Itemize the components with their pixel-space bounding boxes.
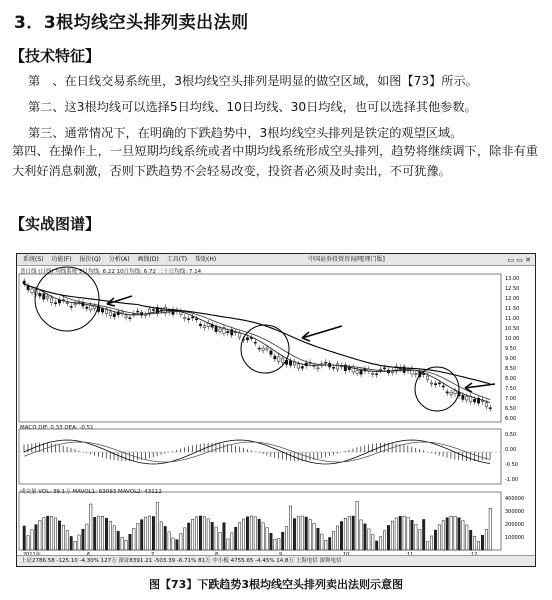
- candle-body: [450, 392, 452, 395]
- volume-bar: [442, 521, 444, 550]
- candle-body: [254, 342, 256, 343]
- moving-average-line: [24, 284, 490, 384]
- volume-bar: [35, 525, 37, 550]
- candle-body: [113, 314, 115, 317]
- price-tick-label: 9.50: [505, 346, 517, 352]
- candle-body: [473, 399, 475, 402]
- volume-bar: [419, 530, 421, 550]
- candle-body: [184, 317, 186, 318]
- volume-bar: [101, 516, 103, 550]
- volume-bar: [82, 529, 84, 550]
- volume-bar: [258, 519, 260, 550]
- candle-body: [238, 333, 240, 337]
- candle-body: [152, 309, 154, 310]
- volume-axis: [505, 496, 524, 541]
- volume-bar: [489, 508, 491, 550]
- candle-body: [317, 368, 319, 369]
- volume-bar: [219, 533, 221, 550]
- volume-bar: [184, 528, 186, 550]
- volume-bar: [309, 520, 311, 550]
- volume-bar: [376, 541, 378, 550]
- volume-bar: [305, 517, 307, 550]
- volume-bar: [129, 534, 131, 550]
- volume-bar: [109, 521, 111, 550]
- volume-bar: [168, 532, 170, 550]
- macd-lines: [19, 440, 501, 464]
- volume-bar: [485, 529, 487, 550]
- volume-bar: [211, 522, 213, 550]
- menu-item[interactable]: 系统(S): [23, 256, 44, 263]
- price-tick-label: 6.50: [505, 406, 517, 412]
- candle-body: [376, 374, 378, 375]
- candle-body: [70, 306, 72, 307]
- volume-bar: [329, 537, 331, 550]
- volume-bar: [458, 518, 460, 550]
- candle-body: [199, 324, 201, 326]
- candle-body: [266, 348, 268, 350]
- candle-body: [246, 338, 248, 340]
- macd-panel-frame: [19, 429, 501, 484]
- volume-bar: [74, 541, 76, 550]
- volume-bar: [148, 516, 150, 550]
- volume-bar: [411, 520, 413, 550]
- candle-body: [426, 376, 428, 379]
- volume-bars: [23, 501, 491, 550]
- volume-bar: [27, 536, 29, 550]
- candle-body: [301, 366, 303, 368]
- candle-body: [129, 318, 131, 319]
- volume-bar: [125, 540, 127, 550]
- section-heading-chart: 【实战图谱】: [10, 215, 101, 233]
- volume-bar: [293, 519, 295, 550]
- candle-body: [332, 367, 334, 368]
- macd-tick-label: 0.00: [505, 447, 517, 453]
- volume-bar: [191, 519, 193, 550]
- volume-bar: [160, 522, 162, 550]
- price-panel-label: 普日线 (日线) 均线系统 5日均线: 6.22 10日均线: 6.72 三十日均线: 7.14: [20, 269, 202, 275]
- volume-bar: [137, 524, 139, 550]
- volume-bar: [78, 535, 80, 550]
- volume-bar: [403, 516, 405, 550]
- volume-bar: [344, 518, 346, 550]
- candle-body: [434, 384, 436, 385]
- volume-bar: [203, 517, 205, 550]
- volume-bar: [438, 525, 440, 550]
- volume-bar: [262, 523, 264, 550]
- volume-bar: [387, 525, 389, 550]
- candle-body: [39, 293, 41, 296]
- candle-body: [270, 351, 272, 355]
- menu-item[interactable]: 画线(D): [137, 256, 159, 263]
- volume-bar: [356, 501, 358, 550]
- candle-body: [446, 392, 448, 393]
- candle-body: [348, 367, 350, 369]
- candle-body: [47, 296, 49, 298]
- moving-averages: [24, 284, 490, 403]
- macd-tick-label: -1.00: [505, 477, 518, 483]
- status-bar: [17, 555, 535, 566]
- volume-bar: [450, 516, 452, 550]
- candle-body: [372, 373, 374, 374]
- candle-body: [54, 303, 56, 304]
- volume-bar: [285, 527, 287, 550]
- volume-bar: [86, 524, 88, 550]
- macd-tick-label: 0.50: [505, 432, 517, 438]
- price-tick-label: 9.00: [505, 356, 517, 362]
- volume-bar: [97, 516, 99, 550]
- volume-bar: [176, 540, 178, 550]
- volume-bar: [332, 531, 334, 550]
- volume-bar: [152, 516, 154, 550]
- candle-body: [423, 374, 425, 375]
- volume-bar: [195, 517, 197, 550]
- volume-bar: [434, 530, 436, 550]
- price-tick-label: 6.00: [505, 416, 517, 422]
- volume-bar: [227, 539, 229, 550]
- candle-body: [415, 373, 417, 374]
- volume-bar: [352, 516, 354, 550]
- window-controls[interactable]: ▭ ▭ ✕: [507, 256, 531, 264]
- volume-bar: [368, 529, 370, 550]
- volume-bar: [242, 519, 244, 550]
- volume-bar: [94, 517, 96, 550]
- window-title: 中国证券投资咨询网[理门版]: [308, 256, 385, 263]
- volume-bar: [274, 539, 276, 550]
- figure-caption: 图【73】下跌趋势3根均线空头排列卖出法则示意图: [149, 578, 403, 591]
- volume-bar: [188, 523, 190, 550]
- macd-panel-label: MACD DIF: 0.33 DEA: -0.51: [20, 425, 94, 431]
- volume-bar: [395, 518, 397, 550]
- volume-bar: [415, 524, 417, 550]
- volume-bar: [58, 521, 60, 550]
- volume-bar: [446, 518, 448, 550]
- price-tick-label: 7.50: [505, 386, 517, 392]
- volume-bar: [50, 516, 52, 550]
- candle-body: [313, 366, 315, 367]
- candle-body: [442, 386, 444, 387]
- price-tick-label: 8.00: [505, 376, 517, 382]
- candle-body: [466, 396, 468, 400]
- volume-bar: [90, 504, 92, 550]
- price-tick-label: 7.00: [505, 396, 517, 402]
- volume-tick-label: 300000: [505, 509, 525, 515]
- candle-body: [379, 369, 381, 370]
- volume-bar: [348, 516, 350, 550]
- candle-body: [282, 358, 284, 362]
- price-tick-label: 13.00: [505, 276, 520, 282]
- volume-bar: [70, 536, 72, 550]
- menu-item[interactable]: 工具(T): [166, 256, 188, 263]
- candle-body: [289, 361, 291, 366]
- volume-bar: [62, 525, 64, 550]
- volume-bar: [235, 527, 237, 550]
- candle-body: [325, 362, 327, 363]
- candle-body: [454, 391, 456, 394]
- candle-body: [262, 348, 264, 350]
- annotations: [35, 267, 495, 411]
- volume-bar: [426, 542, 428, 550]
- candle-body: [27, 286, 29, 290]
- macd-axis: [505, 432, 518, 483]
- volume-bar: [231, 533, 233, 550]
- candle-body: [137, 311, 139, 312]
- volume-bar: [238, 522, 240, 550]
- candle-body: [278, 357, 280, 361]
- volume-tick-label: 100000: [505, 535, 525, 541]
- candlestick-chart: [17, 254, 535, 566]
- candle-body: [274, 356, 276, 359]
- menu-item[interactable]: 功能(F): [51, 256, 72, 263]
- candle-body: [109, 312, 111, 316]
- volume-bar: [121, 537, 123, 550]
- volume-bar: [301, 516, 303, 550]
- candle-body: [356, 371, 358, 374]
- candle-body: [258, 348, 260, 349]
- candle-body: [31, 289, 33, 292]
- candle-body: [215, 327, 217, 332]
- candle-body: [74, 303, 76, 304]
- price-tick-label: 8.50: [505, 366, 517, 372]
- candle-body: [86, 307, 88, 309]
- candle-body: [101, 309, 103, 313]
- candle-body: [360, 370, 362, 374]
- volume-bar: [172, 538, 174, 550]
- candle-body: [485, 403, 487, 407]
- candle-body: [144, 314, 146, 315]
- volume-bar: [23, 526, 25, 550]
- candle-body: [297, 364, 299, 368]
- paragraph-2: 第二、这3根均线可以选择5日均线、10日均线、30日均线，也可以选择其他参数。: [28, 100, 477, 114]
- volume-bar: [481, 535, 483, 550]
- volume-bar: [215, 527, 217, 550]
- candle-body: [50, 298, 52, 303]
- candle-body: [191, 317, 193, 318]
- volume-bar: [164, 526, 166, 550]
- price-tick-label: 10.00: [505, 336, 520, 342]
- volume-bar: [372, 535, 374, 550]
- candle-body: [58, 300, 60, 303]
- volume-bar: [317, 528, 319, 550]
- candle-body: [125, 316, 127, 318]
- volume-bar: [117, 531, 119, 550]
- paragraph-4: 第四、在操作上，一旦短期均线系统或者中期均线系统形成空头排列，趋势将继续调下，除非有重大利好消息刺激，否则下跌趋势不会轻易改变，投资者必须及时卖出，不可犹豫。: [12, 144, 538, 178]
- price-tick-label: 12.50: [505, 286, 520, 292]
- volume-bar: [391, 521, 393, 550]
- volume-bar: [250, 516, 252, 550]
- volume-bar: [313, 523, 315, 550]
- volume-bar: [454, 516, 456, 550]
- candle-body: [430, 383, 432, 384]
- price-tick-label: 11.00: [505, 316, 520, 322]
- candle-body: [66, 302, 68, 303]
- volume-bar: [54, 518, 56, 550]
- moving-average-line: [24, 284, 490, 403]
- section-heading-features: 【技术特征】: [10, 47, 101, 65]
- macd-tick-label: -0.50: [505, 462, 518, 468]
- volume-bar: [141, 520, 143, 550]
- price-axis: [505, 276, 519, 422]
- volume-bar: [254, 517, 256, 550]
- volume-bar: [364, 524, 366, 550]
- volume-bar: [383, 531, 385, 550]
- menu-item[interactable]: 报价(Q): [79, 256, 101, 263]
- paragraph-3: 第三、通常情况下，在明确的下跌趋势中，3根均线空头排列是铁定的观望区域。: [28, 126, 463, 140]
- candles: [23, 278, 491, 412]
- volume-bar: [113, 526, 115, 550]
- volume-bar: [223, 523, 225, 550]
- volume-bar: [282, 532, 284, 550]
- volume-bar: [321, 534, 323, 550]
- volume-bar: [340, 522, 342, 550]
- volume-panel-label: 成交量 VOL: 39.1万 MAVOL1: 63093 MAVOL2: 43112: [20, 489, 162, 495]
- page-title: 3．3根均线空头排列卖出法则: [14, 13, 249, 33]
- volume-bar: [297, 517, 299, 550]
- volume-bar: [66, 530, 68, 550]
- volume-bar: [470, 530, 472, 550]
- candle-body: [188, 319, 190, 320]
- volume-bar: [407, 517, 409, 550]
- volume-bar: [47, 516, 49, 550]
- status-text: 上证2786.58 -125.10 -4.30% 127万 深证8391.21 -503.39 -6.71% 81万 中小板 4755.65 -4.45% 14.8万 上海电信 深圳电信: [21, 558, 342, 564]
- volume-bar: [289, 506, 291, 550]
- volume-bar: [278, 538, 280, 550]
- volume-bar: [325, 540, 327, 550]
- volume-bar: [379, 537, 381, 550]
- volume-bar: [477, 542, 479, 550]
- price-tick-label: 12.00: [505, 296, 520, 302]
- volume-bar: [207, 519, 209, 550]
- volume-bar: [105, 518, 107, 550]
- candle-body: [43, 294, 45, 299]
- price-tick-label: 11.50: [505, 306, 520, 312]
- candle-body: [462, 395, 464, 399]
- volume-bar: [423, 519, 425, 550]
- volume-bar: [270, 533, 272, 550]
- stock-chart-screenshot: [16, 253, 536, 567]
- volume-bar: [336, 526, 338, 550]
- menu-item[interactable]: 分析(A): [108, 256, 130, 263]
- volume-bar: [360, 520, 362, 550]
- candle-body: [227, 331, 229, 332]
- volume-tick-label: 200000: [505, 522, 525, 528]
- volume-bar: [473, 536, 475, 550]
- volume-bar: [39, 520, 41, 550]
- moving-average-line: [24, 284, 490, 400]
- volume-bar: [246, 517, 248, 550]
- volume-bar: [180, 534, 182, 550]
- volume-bar: [430, 536, 432, 550]
- candle-body: [489, 408, 491, 409]
- candle-body: [195, 319, 197, 320]
- price-tick-label: 10.50: [505, 326, 520, 332]
- volume-tick-label: 400000: [505, 496, 525, 502]
- candle-body: [438, 383, 440, 384]
- volume-bar: [43, 518, 45, 550]
- candle-body: [336, 364, 338, 369]
- volume-bar: [31, 530, 33, 550]
- volume-bar: [266, 528, 268, 550]
- volume-bar: [133, 528, 135, 550]
- volume-bar: [399, 516, 401, 550]
- volume-bar: [466, 525, 468, 550]
- volume-bar: [199, 516, 201, 550]
- menu-item[interactable]: 帮助(H): [195, 256, 217, 263]
- candle-body: [219, 329, 221, 331]
- volume-bar: [144, 517, 146, 550]
- candle-body: [383, 368, 385, 369]
- candle-body: [203, 326, 205, 328]
- paragraph-1: 第 、在日线交易系统里，3根均线空头排列是明显的做空区域，如图【73】所示。: [28, 74, 478, 88]
- volume-bar: [462, 521, 464, 550]
- volume-bar: [156, 502, 158, 550]
